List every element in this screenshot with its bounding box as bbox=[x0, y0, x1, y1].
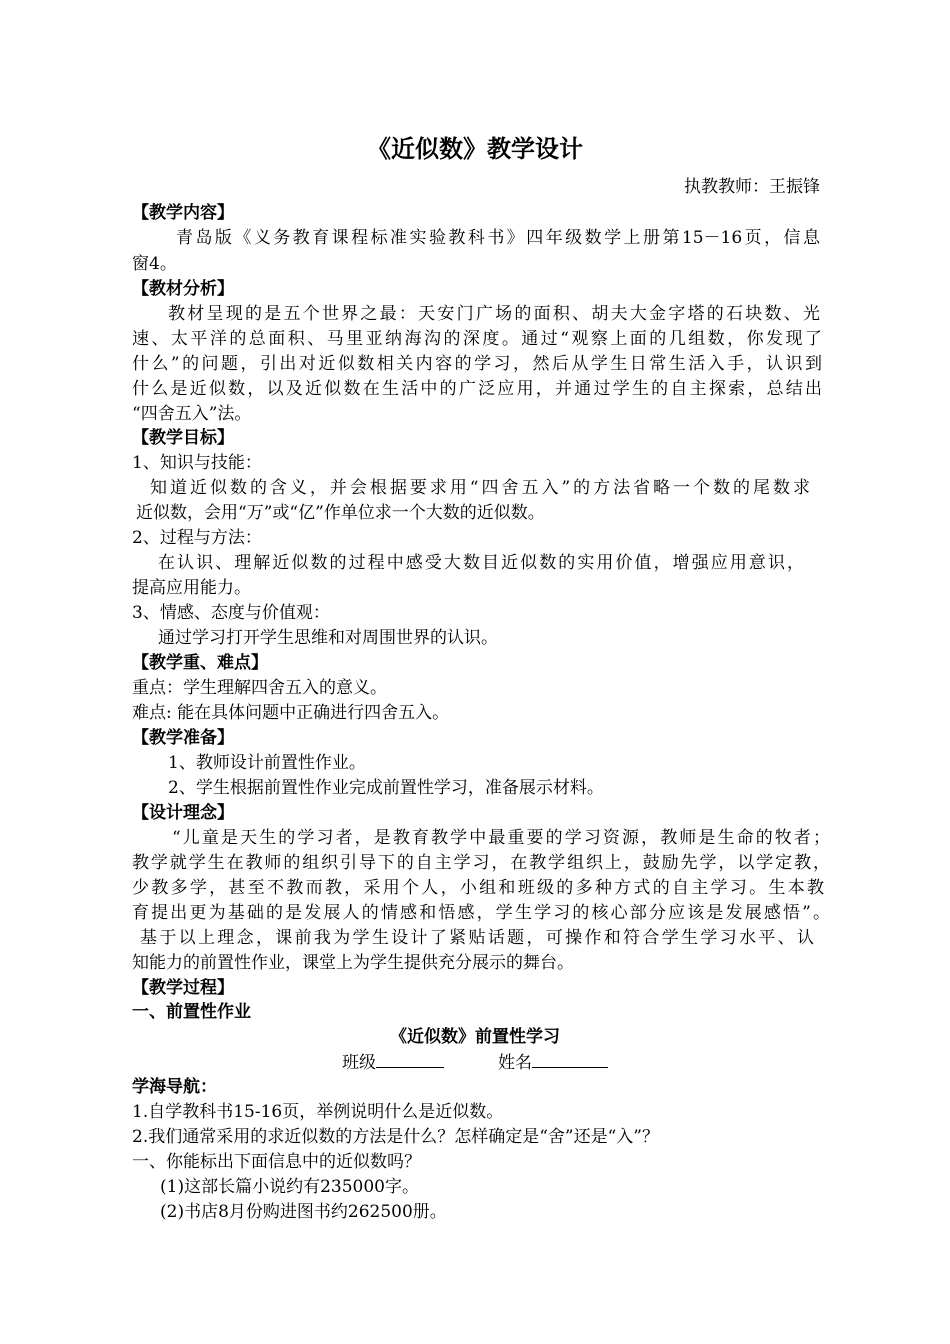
section-heading-key-points: 【教学重、难点】 bbox=[132, 653, 268, 673]
section-heading-process: 【教学过程】 bbox=[132, 978, 234, 998]
section-heading-analysis: 【教材分析】 bbox=[132, 279, 234, 299]
concept-line-5: 基于以上理念，课前我为学生设计了紧贴话题，可操作和符合学生学习水平、认 bbox=[140, 928, 814, 948]
prep-item-2: 2、学生根据前置性作业完成前置性学习，准备展示材料。 bbox=[168, 778, 604, 798]
analysis-line-5: “四舍五入”法。 bbox=[132, 404, 252, 424]
analysis-line-1: 教材呈现的是五个世界之最：天安门广场的面积、胡夫大金字塔的石块数、光 bbox=[168, 304, 820, 324]
exercise-part-1: 一、你能标出下面信息中的近似数吗？ bbox=[132, 1152, 421, 1172]
analysis-line-4: 什么是近似数，以及近似数在生活中的广泛应用，并通过学生的自主探索，总结出 bbox=[132, 379, 822, 399]
section-heading-concept: 【设计理念】 bbox=[132, 803, 234, 823]
content-line-2: 窗4。 bbox=[132, 254, 177, 274]
section-heading-content: 【教学内容】 bbox=[132, 203, 234, 223]
section-heading-goals: 【教学目标】 bbox=[132, 428, 234, 448]
goal-1-line-2: 近似数，会用“万”或“亿”作单位求一个大数的近似数。 bbox=[136, 503, 545, 523]
goal-2-title: 2、过程与方法： bbox=[132, 528, 262, 548]
goal-3-line-1: 通过学习打开学生思维和对周围世界的认识。 bbox=[158, 628, 498, 648]
guide-question-2: 2.我们通常采用的求近似数的方法是什么？怎样确定是“舍”还是“入”？ bbox=[132, 1127, 659, 1147]
class-blank[interactable] bbox=[376, 1049, 444, 1068]
key-focus: 重点：学生理解四舍五入的意义。 bbox=[132, 678, 387, 698]
name-label: 姓名 bbox=[498, 1053, 532, 1073]
goal-1-title: 1、知识与技能： bbox=[132, 453, 262, 473]
name-blank[interactable] bbox=[532, 1049, 608, 1068]
concept-line-4: 育提出更为基础的是发展人的情感和悟感，学生学习的核心部分应该是发展感悟”。 bbox=[132, 903, 830, 923]
concept-line-6: 知能力的前置性作业，课堂上为学生提供充分展示的舞台。 bbox=[132, 953, 574, 973]
goal-3-title: 3、情感、态度与价值观： bbox=[132, 603, 330, 623]
analysis-line-2: 速、太平洋的总面积、马里亚纳海沟的深度。通过“观察上面的几组数，你发现了 bbox=[132, 329, 822, 349]
goal-2-line-1: 在认识、理解近似数的过程中感受大数目近似数的实用价值，增强应用意识， bbox=[158, 553, 804, 573]
study-guide-heading: 学海导航： bbox=[132, 1077, 217, 1097]
exercise-item-1: (1)这部长篇小说约有235000字。 bbox=[160, 1177, 419, 1197]
key-difficulty: 难点: 能在具体问题中正确进行四舍五入。 bbox=[132, 703, 450, 723]
exercise-item-2: (2)书店8月份购进图书约262500册。 bbox=[160, 1202, 447, 1222]
worksheet-title: 《近似数》前置性学习 bbox=[390, 1027, 560, 1047]
content-line-1: 青岛版《义务教育课程标准实验教科书》四年级数学上册第15－16页，信息 bbox=[176, 228, 820, 248]
class-label: 班级 bbox=[342, 1053, 376, 1073]
goal-2-line-2: 提高应用能力。 bbox=[132, 578, 251, 598]
prep-item-1: 1、教师设计前置性作业。 bbox=[168, 753, 366, 773]
teacher-name: 执教教师：王振锋 bbox=[684, 177, 820, 197]
concept-line-3: 少教多学，甚至不教而教，采用个人，小组和班级的多种方式的自主学习。生本教 bbox=[132, 878, 824, 898]
document-title: 《近似数》教学设计 bbox=[367, 135, 583, 163]
concept-line-1: “儿童是天生的学习者，是教育教学中最重要的学习资源，教师是生命的牧者； bbox=[172, 828, 830, 848]
goal-1-line-1: 知道近似数的含义，并会根据要求用“四舍五入”的方法省略一个数的尾数求 bbox=[150, 478, 810, 498]
section-heading-preparation: 【教学准备】 bbox=[132, 728, 234, 748]
analysis-line-3: 什么”的问题，引出对近似数相关内容的学习，然后从学生日常生活入手，认识到 bbox=[132, 354, 822, 374]
process-section-1: 一、前置性作业 bbox=[132, 1002, 251, 1022]
worksheet-fields bbox=[0, 1049, 950, 1076]
guide-question-1: 1.自学教科书15-16页，举例说明什么是近似数。 bbox=[132, 1102, 504, 1122]
concept-line-2: 教学就学生在教师的组织引导下的自主学习，在教学组织上，鼓励先学，以学定教， bbox=[132, 853, 830, 873]
